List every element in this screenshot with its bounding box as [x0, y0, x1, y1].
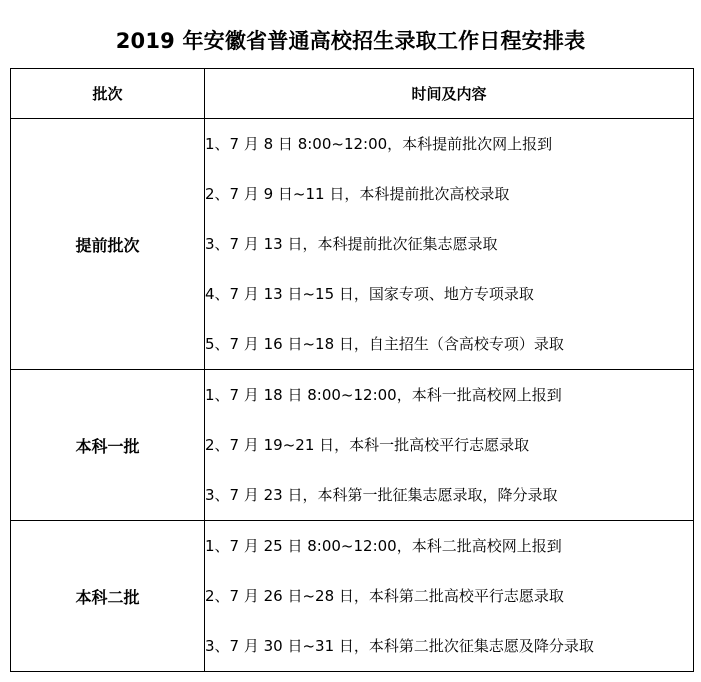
schedule-items-cell — [205, 370, 694, 521]
table-row — [11, 521, 694, 672]
schedule-item: 2、7 月 9 日~11 日，本科提前批次高校录取 — [205, 185, 510, 203]
schedule-table — [10, 68, 694, 672]
schedule-items-cell — [205, 521, 694, 672]
schedule-item: 1、7 月 18 日 8:00~12:00，本科一批高校网上报到 — [205, 386, 562, 404]
batch-cell: 本科二批 — [11, 521, 205, 672]
schedule-item: 2、7 月 19~21 日，本科一批高校平行志愿录取 — [205, 436, 530, 454]
batch-cell: 提前批次 — [11, 119, 205, 370]
schedule-item: 3、7 月 13 日，本科提前批次征集志愿录取 — [205, 235, 498, 253]
schedule-item: 2、7 月 26 日~28 日，本科第二批高校平行志愿录取 — [205, 587, 564, 605]
table-header-row — [11, 69, 694, 119]
column-header-batch: 批次 — [11, 69, 205, 119]
schedule-item: 3、7 月 30 日~31 日，本科第二批次征集志愿及降分录取 — [205, 637, 594, 655]
table-row — [11, 119, 694, 370]
schedule-item: 4、7 月 13 日~15 日，国家专项、地方专项录取 — [205, 285, 534, 303]
schedule-item: 1、7 月 8 日 8:00~12:00，本科提前批次网上报到 — [205, 135, 553, 153]
table-row — [11, 370, 694, 521]
page-title: 2019 年安徽省普通高校招生录取工作日程安排表 — [115, 29, 586, 53]
schedule-items-cell — [205, 119, 694, 370]
schedule-item: 3、7 月 23 日，本科第一批征集志愿录取，降分录取 — [205, 486, 558, 504]
column-header-time-content: 时间及内容 — [205, 69, 694, 119]
schedule-item: 5、7 月 16 日~18 日，自主招生（含高校专项）录取 — [205, 335, 564, 353]
batch-cell: 本科一批 — [11, 370, 205, 521]
schedule-item: 1、7 月 25 日 8:00~12:00，本科二批高校网上报到 — [205, 537, 562, 555]
